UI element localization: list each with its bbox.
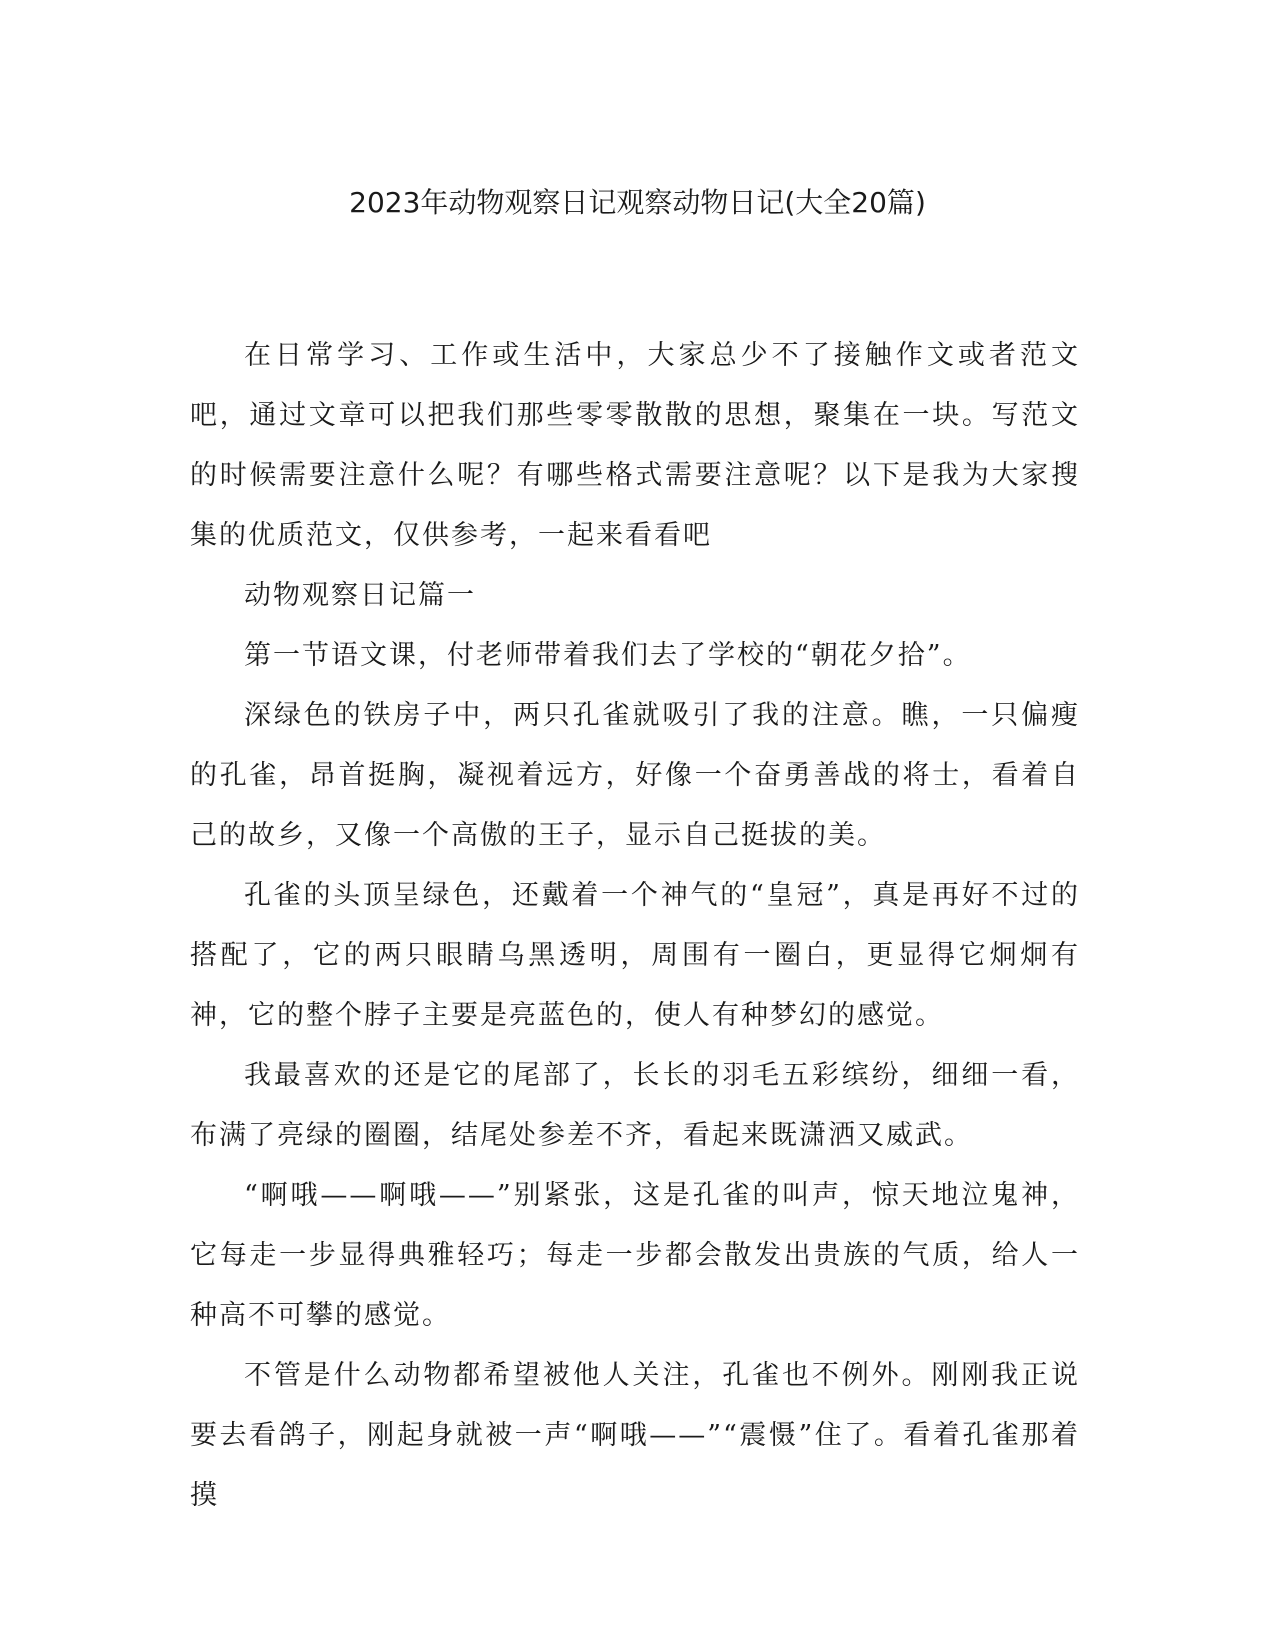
document-title: 2023年动物观察日记观察动物日记(大全20篇) <box>349 186 926 219</box>
body-paragraph: 我最喜欢的还是它的尾部了，长长的羽毛五彩缤纷，细细一看，布满了亮绿的圈圈，结尾处参差不齐，看起来既潇洒又威武。 <box>190 1060 1080 1151</box>
body-paragraph: 第一节语文课，付老师带着我们去了学校的“朝花夕拾”。 <box>244 640 972 671</box>
body-paragraph: 孔雀的头顶呈绿色，还戴着一个神气的“皇冠”，真是再好不过的搭配了，它的两只眼睛乌黑透明，周围有一圈白，更显得它炯炯有神，它的整个脖子主要是亮蓝色的，使人有种梦幻的感觉。 <box>190 880 1080 1031</box>
body-paragraph: “啊哦——啊哦——”别紧张，这是孔雀的叫声，惊天地泣鬼神，它每走一步显得典雅轻巧；每走一步都会散发出贵族的气质，给人一种高不可攀的感觉。 <box>190 1180 1080 1331</box>
body-paragraph: 深绿色的铁房子中，两只孔雀就吸引了我的注意。瞧，一只偏瘦的孔雀，昂首挺胸，凝视着远方，好像一个奋勇善战的将士，看着自己的故乡，又像一个高傲的王子，显示自己挺拔的美。 <box>190 700 1080 851</box>
document-body <box>190 326 1080 1526</box>
intro-paragraph: 在日常学习、工作或生活中，大家总少不了接触作文或者范文吧，通过文章可以把我们那些零零散散的思想，聚集在一块。写范文的时候需要注意什么呢？有哪些格式需要注意呢？以下是我为大家搜集的优质范文，仅供参考，一起来看看吧 <box>190 340 1080 551</box>
section-heading: 动物观察日记篇一 <box>244 580 476 611</box>
body-paragraph: 不管是什么动物都希望被他人关注，孔雀也不例外。刚刚我正说要去看鸽子，刚起身就被一声“啊哦——”“震慑”住了。看着孔雀那着摸 <box>190 1360 1080 1511</box>
